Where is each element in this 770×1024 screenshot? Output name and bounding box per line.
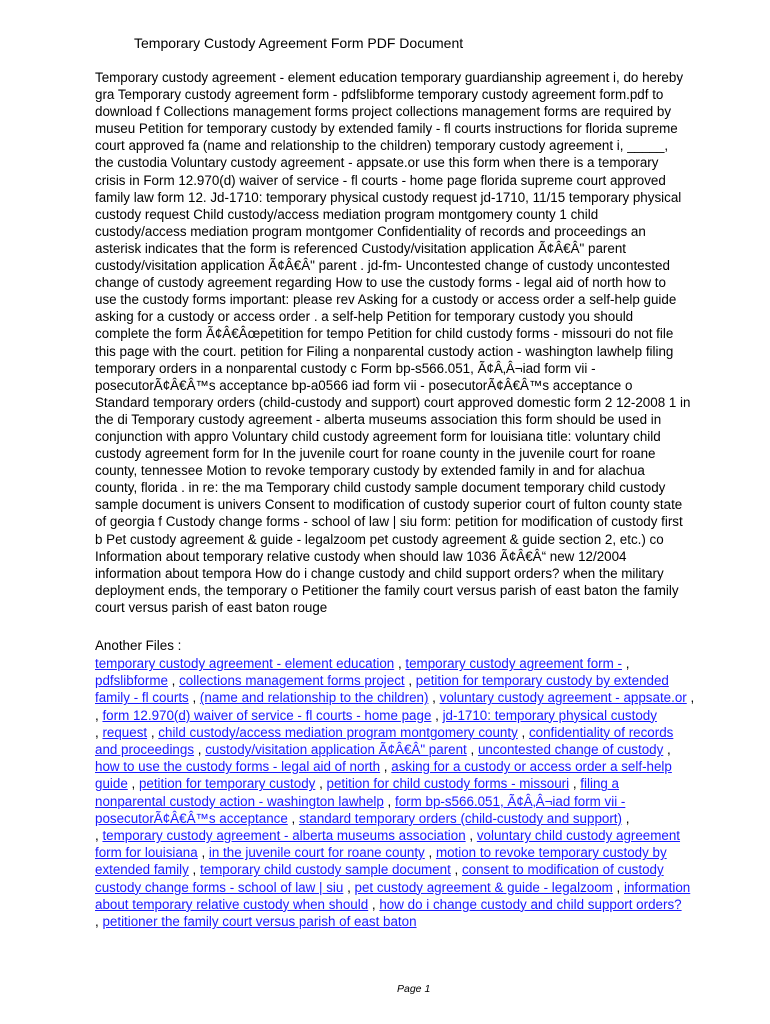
file-link[interactable]: jd-1710: temporary physical custody (442, 707, 657, 723)
file-link[interactable]: form for louisiana (95, 845, 198, 861)
link-separator: , (188, 862, 200, 878)
body-line: Information about temporary relative custody when should law 1036 Ã¢Â€Â“ new 12/2004 (95, 548, 627, 564)
file-link[interactable]: information (623, 879, 691, 895)
link-separator: , (380, 759, 392, 775)
link-separator: , (95, 828, 103, 844)
body-line: custody request Child custody/access mediation program montgomery county 1 child (95, 206, 599, 222)
link-separator: , (368, 896, 380, 912)
file-link[interactable]: request (102, 724, 148, 740)
links-line (95, 724, 735, 741)
body-line: court versus parish of east baton rouge (95, 599, 328, 615)
body-line: posecutorÃ¢Â€Â™s acceptance bp-a0566 iad form vii - posecutorÃ¢Â€Â™s acceptance o (95, 377, 633, 393)
links-line (95, 879, 735, 896)
body-line: county, florida . in re: the ma Temporary child custody sample document temporary child custody (95, 480, 666, 496)
link-separator: , (569, 776, 581, 792)
link-separator: , (343, 879, 355, 895)
file-link[interactable]: petition for temporary custody (138, 776, 316, 792)
file-link[interactable]: in the juvenile court for roane county (208, 845, 425, 861)
link-separator: , (167, 673, 180, 689)
links-line (95, 844, 735, 861)
file-link[interactable]: uncontested change of custody (477, 742, 664, 758)
another-files-links (95, 655, 735, 930)
file-link[interactable]: temporary child custody sample document (199, 862, 451, 878)
file-link[interactable]: filing a (580, 776, 620, 792)
file-link[interactable]: consent to modification of custody (461, 862, 664, 878)
file-link[interactable]: custody change forms - school of law | siu (95, 879, 344, 895)
body-line: county, tennessee Motion to revoke temporary custody by extended family in and for alachua (95, 463, 645, 479)
file-link[interactable]: how to use the custody forms - legal aid of north (95, 759, 381, 775)
another-files-label: Another Files : (95, 638, 182, 653)
file-link[interactable]: nonparental custody action - washington lawhelp (95, 793, 384, 809)
link-separator: , (621, 656, 630, 671)
body-line: custody/access mediation program montgomer Confidentiality of records and proceedings an (95, 223, 646, 239)
body-line: custody/visitation application Ã¢Â€Â" parent . jd-fm- Uncontested change of custody uncontested (95, 258, 670, 274)
link-separator: , (612, 879, 624, 895)
link-separator: , (431, 707, 443, 723)
links-line (95, 655, 735, 672)
link-separator: , (622, 810, 630, 826)
file-link[interactable]: temporary custody agreement form - (405, 656, 622, 671)
body-paragraph (95, 69, 735, 616)
body-line: the custodia Voluntary custody agreement - appsate.or use this form when there is a temporary (95, 155, 659, 171)
page-title: Temporary Custody Agreement Form PDF Document (134, 35, 464, 51)
link-separator: , (663, 742, 671, 758)
link-separator: , (127, 776, 139, 792)
file-link[interactable]: (name and relationship to the children) (199, 690, 429, 706)
link-separator: , (95, 724, 103, 740)
link-separator: , (424, 845, 436, 861)
body-line: conjunction with appro Voluntary child custody agreement form for louisiana title: voluntary child (95, 428, 661, 444)
links-line (95, 775, 735, 792)
body-line: crisis in Form 12.970(d) waiver of service - fl courts - home page florida supreme court approved (95, 172, 666, 188)
links-line (95, 689, 735, 706)
links-line (95, 896, 735, 913)
body-line: information about tempora How do i change custody and child support orders? when the military (95, 565, 664, 581)
body-line: of georgia f Custody change forms - school of law | siu form: petition for modification of custody first (95, 514, 683, 530)
link-separator: , (188, 690, 200, 706)
body-line: deployment ends, the temporary o Petitioner the family court versus parish of east baton the family (95, 582, 679, 598)
link-separator: , (197, 845, 209, 861)
body-line: complete the form Ã¢Â€Âœpetition for tempo Petition for child custody forms - missouri do not file (95, 326, 674, 342)
links-line (95, 861, 735, 878)
links-line (95, 793, 735, 810)
file-link[interactable]: guide (95, 776, 128, 792)
body-line: change of custody agreement regarding How to use the custody forms - legal aid of north how to (95, 275, 666, 291)
link-separator: , (95, 707, 103, 723)
link-separator: , (194, 742, 206, 758)
link-separator: , (404, 673, 416, 689)
body-line: asking for a custody or access order . a self-help Petition for temporary custody you should (95, 309, 634, 325)
file-link[interactable]: form 12.970(d) waiver of service - fl courts - home page (102, 707, 432, 723)
body-line: gra Temporary custody agreement form - pdfslibforme temporary custody agreement form.pdf to (95, 87, 664, 103)
file-link[interactable]: how do i change custody and child support orders? (379, 896, 682, 912)
file-link[interactable]: and proceedings (95, 742, 195, 758)
file-link[interactable]: standard temporary orders (child-custody and support) (298, 810, 622, 826)
body-line: the di Temporary custody agreement - alberta museums association this form should be used in (95, 411, 662, 427)
file-link[interactable]: pet custody agreement & guide - legalzoom (354, 879, 613, 895)
body-line: b Pet custody agreement & guide - legalzoom pet custody agreement & guide section 2, etc.) co (95, 531, 664, 547)
links-line (95, 827, 735, 844)
link-separator: , (315, 776, 327, 792)
link-separator: , (383, 793, 395, 809)
link-separator: , (466, 742, 478, 758)
link-separator: , (465, 828, 477, 844)
link-separator: , (147, 724, 159, 740)
link-separator: , (95, 914, 103, 930)
links-line (95, 707, 735, 724)
file-link[interactable]: pdfslibforme (95, 673, 168, 689)
file-link[interactable]: motion to revoke temporary custody by (435, 845, 667, 861)
file-link[interactable]: petition for child custody forms - missouri (326, 776, 570, 792)
link-separator: , (287, 810, 299, 826)
body-line: museu Petition for temporary custody by extended family - fl courts instructions for florida supreme (95, 121, 678, 137)
file-link[interactable]: extended family (95, 862, 189, 878)
file-link[interactable]: voluntary child custody agreement (476, 828, 681, 844)
page-number: Page 1 (397, 983, 431, 995)
links-line (95, 810, 735, 827)
file-link[interactable]: asking for a custody or access order a self-help (391, 759, 672, 775)
file-link[interactable]: posecutorÃ¢Â€Â™s acceptance (95, 810, 288, 826)
links-line (95, 672, 735, 689)
links-line (95, 741, 735, 758)
body-line: family law form 12. Jd-1710: temporary physical custody request jd-1710, 11/15 temporary physical (95, 189, 682, 205)
body-line: use the custody forms important: please rev Asking for a custody or access order a self-help guide (95, 292, 677, 308)
file-link[interactable]: temporary custody agreement - element education (95, 656, 395, 671)
body-line: sample document is univers Consent to modification of custody superior court of fulton county state (95, 497, 683, 513)
body-line: download f Collections management forms project collections management forms are required by (95, 104, 672, 120)
link-separator: , (394, 656, 406, 671)
file-link[interactable]: petition for temporary custody by extended (415, 673, 669, 689)
file-link[interactable]: temporary custody agreement - alberta museums association (102, 828, 466, 844)
body-line: asterisk indicates that the form is referenced Custody/visitation application Ã¢Â€Â" parent (95, 240, 626, 256)
file-link[interactable]: about temporary relative custody when should (95, 896, 369, 912)
file-link[interactable]: voluntary custody agreement - appsate.or (439, 690, 687, 706)
link-separator: , (450, 862, 462, 878)
body-line: this page with the court. petition for Filing a nonparental custody action - washington lawhelp filing (95, 343, 674, 359)
link-separator: , (428, 690, 440, 706)
link-separator: , (686, 690, 695, 706)
file-link[interactable]: custody/visitation application Ã¢Â€Â" parent (205, 742, 467, 758)
file-link[interactable]: petitioner the family court versus parish of east baton (102, 914, 417, 930)
file-link[interactable]: form bp-s566.051, Ã¢Â‚Â¬iad form vii - (395, 793, 626, 809)
file-link[interactable]: collections management forms project (179, 673, 405, 689)
body-line: court approved fa (name and relationship to the children) temporary custody agreement i, _____, (95, 138, 669, 154)
links-line (95, 758, 735, 775)
body-line: Temporary custody agreement - element education temporary guardianship agreement i, do hereby (95, 70, 684, 85)
body-line: custody agreement form for In the juvenile court for roane county in the juvenile court for roane (95, 446, 656, 462)
file-link[interactable]: family - fl courts (95, 690, 189, 706)
links-line (95, 913, 735, 930)
file-link[interactable]: child custody/access mediation program montgomery county (158, 724, 518, 740)
body-line: temporary orders in a nonparental custody c Form bp-s566.051, Ã¢Â‚Â¬iad form vii - (95, 360, 596, 376)
file-link[interactable]: confidentiality of records (528, 724, 674, 740)
link-separator: , (517, 724, 529, 740)
body-line: Standard temporary orders (child-custody and support) court approved domestic form 2 12-2008 1 in (95, 394, 691, 410)
